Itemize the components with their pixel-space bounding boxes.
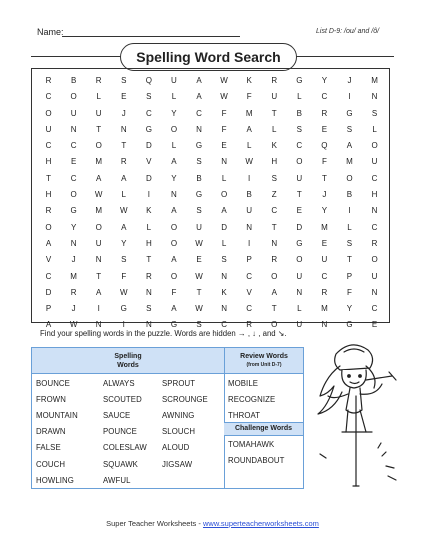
grid-letter[interactable]: L xyxy=(272,124,277,134)
grid-letter[interactable]: C xyxy=(246,271,253,281)
grid-letter[interactable]: A xyxy=(246,124,252,134)
grid-letter[interactable]: G xyxy=(346,320,353,330)
grid-letter[interactable]: L xyxy=(171,141,177,151)
grid-letter[interactable]: D xyxy=(145,173,152,183)
grid-letter[interactable]: J xyxy=(71,255,76,265)
grid-letter[interactable]: F xyxy=(221,124,227,134)
grid-letter[interactable]: L xyxy=(347,222,352,232)
spelling-word: COUCH xyxy=(36,459,66,469)
spelling-header xyxy=(32,348,224,374)
grid-letter[interactable]: C xyxy=(45,92,52,102)
grid-letter[interactable]: K xyxy=(271,141,277,151)
grid-letter[interactable]: L xyxy=(297,92,302,102)
grid-letter[interactable]: N xyxy=(70,124,77,134)
footer xyxy=(0,519,425,528)
grid-letter[interactable]: N xyxy=(221,304,227,314)
grid-letter[interactable]: N xyxy=(246,222,253,232)
grid-letter[interactable]: N xyxy=(221,271,227,281)
grid-letter[interactable]: M xyxy=(95,206,103,216)
spelling-word: COLESLAW xyxy=(103,443,147,453)
grid-letter[interactable]: C xyxy=(196,108,202,118)
challenge-word: TOMAHAWK xyxy=(228,440,275,449)
grid-letter[interactable]: T xyxy=(271,304,277,314)
grid-letter[interactable]: S xyxy=(121,76,127,85)
grid-letter[interactable]: S xyxy=(296,124,302,134)
grid-letter[interactable]: U xyxy=(196,222,202,232)
grid-letter[interactable]: T xyxy=(121,141,127,151)
grid-letter[interactable]: L xyxy=(171,92,177,102)
spelling-word: SCROUNGE xyxy=(162,395,208,405)
grid-letter[interactable]: A xyxy=(96,173,102,183)
grid-letter[interactable]: G xyxy=(120,304,127,314)
grid-letter[interactable]: L xyxy=(221,238,227,248)
grid-letter[interactable]: C xyxy=(271,206,278,216)
grid-letter[interactable]: W xyxy=(220,92,228,102)
grid-letter[interactable]: P xyxy=(346,271,353,281)
grid-letter[interactable]: H xyxy=(145,238,152,248)
grid-letter[interactable]: A xyxy=(171,157,177,167)
grid-letter[interactable]: O xyxy=(70,92,77,102)
grid-row xyxy=(36,187,387,203)
grid-letter[interactable]: Y xyxy=(171,173,177,183)
grid-letter[interactable]: O xyxy=(371,141,378,151)
grid-letter[interactable]: B xyxy=(70,76,77,85)
grid-row xyxy=(36,106,387,122)
spelling-word: POUNCE xyxy=(103,427,137,437)
grid-letter[interactable]: T xyxy=(271,108,277,118)
grid-letter[interactable]: N xyxy=(120,124,127,134)
grid-row xyxy=(36,269,387,285)
spelling-word: BOUNCE xyxy=(36,379,70,388)
letter-grid xyxy=(36,73,387,334)
grid-row xyxy=(36,285,387,301)
spelling-word: MOUNTAIN xyxy=(36,411,78,421)
review-header-sub: (from Unit D-7) xyxy=(246,362,282,368)
grid-letter[interactable]: O xyxy=(170,271,178,281)
grid-letter[interactable]: D xyxy=(221,222,227,232)
grid-letter[interactable]: S xyxy=(371,108,378,118)
grid-letter[interactable]: T xyxy=(96,124,102,134)
name-line[interactable] xyxy=(62,36,240,37)
grid-letter[interactable]: F xyxy=(347,287,352,297)
grid-row xyxy=(36,203,387,219)
grid-letter[interactable]: C xyxy=(371,222,378,232)
grid-letter[interactable]: O xyxy=(296,255,303,265)
spelling-word: HOWLING xyxy=(36,475,74,485)
grid-letter[interactable]: L xyxy=(297,304,302,314)
grid-letter[interactable]: C xyxy=(70,141,77,151)
column-divider xyxy=(224,348,225,488)
footer-text: Super Teacher Worksheets - xyxy=(106,519,203,528)
grid-letter[interactable]: A xyxy=(121,222,127,232)
grid-letter[interactable]: O xyxy=(170,238,178,248)
grid-letter[interactable]: C xyxy=(45,271,52,281)
spelling-word: SQUAWK xyxy=(103,459,138,469)
spelling-header-line2: Words xyxy=(117,362,139,369)
grid-letter[interactable]: S xyxy=(121,255,127,265)
grid-letter[interactable]: M xyxy=(321,222,328,232)
grid-letter[interactable]: G xyxy=(195,190,203,200)
grid-letter[interactable]: C xyxy=(246,304,253,314)
grid-letter[interactable]: I xyxy=(348,92,351,102)
instructions: Find your spelling words in the puzzle. Words are hidden → , ↓ , and ↘. xyxy=(40,329,287,338)
grid-letter[interactable]: A xyxy=(45,238,52,248)
grid-letter[interactable]: C xyxy=(45,141,52,151)
grid-letter[interactable]: A xyxy=(346,141,353,151)
grid-letter[interactable]: W xyxy=(245,157,253,167)
grid-letter[interactable]: J xyxy=(347,76,352,85)
grid-letter[interactable]: S xyxy=(146,304,152,314)
review-header-title: Review Words xyxy=(240,353,288,360)
grid-letter[interactable]: H xyxy=(371,190,378,200)
grid-letter[interactable]: W xyxy=(69,320,78,330)
grid-row xyxy=(36,122,387,138)
grid-letter[interactable]: V xyxy=(246,287,252,297)
grid-letter[interactable]: M xyxy=(70,271,77,281)
grid-letter[interactable]: R xyxy=(95,76,102,85)
puzzle-box xyxy=(31,68,390,330)
grid-letter[interactable]: S xyxy=(271,173,277,183)
grid-letter[interactable]: C xyxy=(296,141,303,151)
grid-letter[interactable]: A xyxy=(271,287,277,297)
grid-letter[interactable]: R xyxy=(321,287,328,297)
grid-letter[interactable]: P xyxy=(246,255,252,265)
grid-letter[interactable]: G xyxy=(170,320,178,330)
grid-letter[interactable]: L xyxy=(146,222,152,232)
grid-letter[interactable]: R xyxy=(145,271,152,281)
grid-letter[interactable]: T xyxy=(146,255,152,265)
grid-letter[interactable]: U xyxy=(371,271,378,281)
grid-letter[interactable]: O xyxy=(346,173,353,183)
grid-letter[interactable]: W xyxy=(220,76,228,85)
grid-letter[interactable]: W xyxy=(119,206,128,216)
grid-letter[interactable]: N xyxy=(371,206,378,216)
grid-row xyxy=(36,236,387,252)
grid-letter[interactable]: U xyxy=(371,157,378,167)
page-title: Spelling Word Search xyxy=(120,43,297,71)
grid-letter[interactable]: F xyxy=(321,157,327,167)
grid-letter[interactable]: N xyxy=(95,320,102,330)
grid-letter[interactable]: V xyxy=(146,157,152,167)
grid-letter[interactable]: H xyxy=(271,157,278,167)
spelling-word: ALOUD xyxy=(162,443,190,453)
grid-letter[interactable]: G xyxy=(346,108,353,118)
grid-letter[interactable]: M xyxy=(346,157,353,167)
grid-letter[interactable]: Y xyxy=(171,108,177,118)
grid-letter[interactable]: F xyxy=(121,271,127,281)
grid-letter[interactable]: L xyxy=(246,141,252,151)
grid-letter[interactable]: I xyxy=(248,238,251,248)
grid-letter[interactable]: E xyxy=(70,157,77,167)
grid-letter[interactable]: U xyxy=(45,124,52,134)
pogo-kid-illustration xyxy=(306,336,401,496)
grid-letter[interactable]: B xyxy=(346,190,353,200)
grid-letter[interactable]: R xyxy=(371,238,378,248)
grid-letter[interactable]: E xyxy=(296,206,302,216)
grid-letter[interactable]: D xyxy=(45,287,52,297)
grid-letter[interactable]: T xyxy=(347,255,352,265)
review-header xyxy=(224,348,303,374)
grid-letter[interactable]: L xyxy=(121,190,126,200)
grid-letter[interactable]: J xyxy=(71,304,76,314)
grid-letter[interactable]: F xyxy=(221,108,227,118)
grid-letter[interactable]: E xyxy=(371,320,378,330)
grid-letter[interactable]: S xyxy=(196,320,202,330)
grid-row xyxy=(36,220,387,236)
grid-letter[interactable]: S xyxy=(346,124,353,134)
footer-link[interactable]: www.superteacherworksheets.com xyxy=(202,519,319,528)
spelling-word: SCOUTED xyxy=(103,395,142,405)
spelling-word: SAUCE xyxy=(103,411,131,421)
grid-row xyxy=(36,138,387,154)
grid-letter[interactable]: R xyxy=(271,255,278,265)
grid-letter[interactable]: R xyxy=(70,287,77,297)
grid-letter[interactable]: O xyxy=(220,190,228,200)
spelling-word: SLOUCH xyxy=(162,427,196,437)
grid-letter[interactable]: C xyxy=(371,304,378,314)
grid-letter[interactable]: Y xyxy=(121,238,127,248)
grid-letter[interactable]: U xyxy=(296,320,303,330)
grid-letter[interactable]: R xyxy=(45,206,52,216)
grid-letter[interactable]: M xyxy=(245,108,253,118)
grid-letter[interactable]: W xyxy=(94,190,103,200)
word-list-table xyxy=(31,347,304,489)
grid-letter[interactable]: M xyxy=(95,157,103,167)
grid-letter[interactable]: A xyxy=(45,320,52,330)
list-label: List D-9: /ou/ and /ô/ xyxy=(316,28,380,35)
grid-letter[interactable]: N xyxy=(321,320,328,330)
grid-letter[interactable]: O xyxy=(271,320,278,330)
grid-letter[interactable]: B xyxy=(296,108,302,118)
grid-row xyxy=(36,301,387,317)
name-label: Name: xyxy=(37,27,64,37)
grid-letter[interactable]: S xyxy=(196,157,202,167)
grid-letter[interactable]: T xyxy=(296,190,302,200)
grid-letter[interactable]: T xyxy=(96,271,102,281)
grid-letter[interactable]: N xyxy=(221,157,227,167)
grid-letter[interactable]: P xyxy=(45,304,52,314)
grid-letter[interactable]: F xyxy=(171,287,177,297)
grid-letter[interactable]: W xyxy=(195,304,203,314)
grid-letter[interactable]: K xyxy=(246,76,252,85)
grid-letter[interactable]: E xyxy=(221,141,227,151)
grid-letter[interactable]: E xyxy=(196,255,202,265)
spelling-word: SPROUT xyxy=(162,379,196,388)
grid-letter[interactable]: U xyxy=(271,92,278,102)
grid-letter[interactable]: R xyxy=(271,76,278,85)
challenge-header: Challenge Words xyxy=(224,422,303,436)
grid-letter[interactable]: N xyxy=(171,190,177,200)
spelling-word: MOBILE xyxy=(228,379,259,388)
grid-letter[interactable]: U xyxy=(70,108,77,118)
grid-letter[interactable]: Q xyxy=(145,76,152,85)
grid-letter[interactable]: A xyxy=(196,92,202,102)
grid-letter[interactable]: G xyxy=(296,238,303,248)
grid-letter[interactable]: E xyxy=(121,92,127,102)
challenge-word: ROUNDABOUT xyxy=(228,456,285,466)
grid-letter[interactable]: N xyxy=(95,255,102,265)
grid-row xyxy=(36,89,387,105)
grid-letter[interactable]: N xyxy=(271,238,278,248)
grid-letter[interactable]: R xyxy=(246,320,253,330)
grid-letter[interactable]: U xyxy=(95,238,102,248)
grid-letter[interactable]: N xyxy=(196,124,202,134)
grid-letter[interactable]: T xyxy=(321,173,327,183)
grid-letter[interactable]: O xyxy=(95,141,102,151)
grid-letter[interactable]: O xyxy=(70,190,77,200)
spelling-word: JIGSAW xyxy=(162,459,193,469)
grid-letter[interactable]: Q xyxy=(321,141,328,151)
grid-row xyxy=(36,154,387,170)
grid-letter[interactable]: M xyxy=(321,304,328,314)
grid-letter[interactable]: A xyxy=(196,76,202,85)
spelling-word: FROWN xyxy=(36,395,66,405)
grid-letter[interactable]: G xyxy=(145,124,152,134)
grid-letter[interactable]: D xyxy=(296,222,303,232)
grid-letter[interactable]: U xyxy=(296,173,303,183)
grid-letter[interactable]: T xyxy=(46,173,51,183)
grid-letter[interactable]: U xyxy=(171,76,177,85)
grid-letter[interactable]: C xyxy=(70,173,77,183)
grid-letter[interactable]: I xyxy=(122,320,125,330)
grid-letter[interactable]: Y xyxy=(321,76,328,85)
grid-letter[interactable]: M xyxy=(371,76,378,85)
grid-letter[interactable]: N xyxy=(145,287,152,297)
grid-letter[interactable]: O xyxy=(170,124,178,134)
grid-letter[interactable]: A xyxy=(171,206,177,216)
grid-letter[interactable]: G xyxy=(296,76,303,85)
spelling-word: AWNING xyxy=(162,411,195,421)
grid-letter[interactable]: T xyxy=(271,222,277,232)
grid-letter[interactable]: Y xyxy=(346,304,353,314)
grid-letter[interactable]: S xyxy=(146,92,152,102)
spelling-word: AWFUL xyxy=(103,475,131,485)
grid-letter[interactable]: W xyxy=(195,238,203,248)
grid-letter[interactable]: H xyxy=(45,190,52,200)
grid-letter[interactable]: S xyxy=(196,206,202,216)
grid-letter[interactable]: N xyxy=(145,320,152,330)
grid-letter[interactable]: E xyxy=(321,124,328,134)
grid-letter[interactable]: U xyxy=(95,108,102,118)
grid-letter[interactable]: O xyxy=(296,157,303,167)
grid-letter[interactable]: N xyxy=(70,238,77,248)
grid-letter[interactable]: B xyxy=(246,190,252,200)
grid-letter[interactable]: C xyxy=(371,173,378,183)
grid-letter[interactable]: A xyxy=(96,287,102,297)
grid-letter[interactable]: A xyxy=(171,304,177,314)
grid-letter[interactable]: W xyxy=(195,271,203,281)
spelling-word: DRAWN xyxy=(36,427,66,437)
grid-letter[interactable]: I xyxy=(248,173,251,183)
grid-letter[interactable]: C xyxy=(321,271,328,281)
grid-letter[interactable]: B xyxy=(196,173,202,183)
grid-letter[interactable]: U xyxy=(246,206,253,216)
grid-letter[interactable]: O xyxy=(45,108,52,118)
grid-letter[interactable]: A xyxy=(171,255,177,265)
grid-letter[interactable]: O xyxy=(45,222,52,232)
grid-letter[interactable]: E xyxy=(321,238,328,248)
grid-letter[interactable]: R xyxy=(45,76,52,85)
grid-letter[interactable]: I xyxy=(97,304,100,314)
spelling-word: ALWAYS xyxy=(103,379,135,388)
spelling-word: FALSE xyxy=(36,443,61,453)
grid-letter[interactable]: G xyxy=(70,206,77,216)
grid-row xyxy=(36,171,387,187)
grid-letter[interactable]: A xyxy=(221,206,227,216)
spelling-word: THROAT xyxy=(228,411,261,421)
grid-letter[interactable]: D xyxy=(145,141,152,151)
grid-row xyxy=(36,252,387,268)
grid-letter[interactable]: J xyxy=(322,190,327,200)
grid-letter[interactable]: H xyxy=(45,157,52,167)
grid-letter[interactable]: L xyxy=(221,173,227,183)
grid-letter[interactable]: N xyxy=(371,287,378,297)
grid-letter[interactable]: U xyxy=(296,271,303,281)
grid-letter[interactable]: K xyxy=(221,287,227,297)
grid-row xyxy=(36,73,387,89)
grid-letter[interactable]: O xyxy=(271,271,278,281)
grid-letter[interactable]: Z xyxy=(271,190,277,200)
grid-letter[interactable]: O xyxy=(170,222,178,232)
grid-letter[interactable]: N xyxy=(296,287,303,297)
grid-letter[interactable]: V xyxy=(45,255,52,265)
grid-letter[interactable]: N xyxy=(371,92,378,102)
spelling-header-line1: Spelling xyxy=(114,353,142,360)
grid-letter[interactable]: O xyxy=(95,222,102,232)
grid-letter[interactable]: U xyxy=(321,255,328,265)
spelling-word: RECOGNIZE xyxy=(228,395,276,405)
grid-letter[interactable]: L xyxy=(96,92,101,102)
grid-letter[interactable]: I xyxy=(147,190,150,200)
grid-letter[interactable]: K xyxy=(146,206,152,216)
grid-letter[interactable]: J xyxy=(121,108,126,118)
grid-letter[interactable]: G xyxy=(195,141,203,151)
grid-letter[interactable]: O xyxy=(371,255,378,265)
grid-letter[interactable]: W xyxy=(119,287,128,297)
grid-letter[interactable]: C xyxy=(145,108,152,118)
grid-letter[interactable]: F xyxy=(246,92,252,102)
grid-letter[interactable]: I xyxy=(348,206,351,216)
grid-letter[interactable]: T xyxy=(196,287,202,297)
grid-letter[interactable]: L xyxy=(372,124,377,134)
grid-letter[interactable]: Y xyxy=(70,222,77,232)
grid-letter[interactable]: Y xyxy=(321,206,328,216)
grid-letter[interactable]: C xyxy=(221,320,227,330)
grid-letter[interactable]: C xyxy=(321,92,328,102)
grid-letter[interactable]: R xyxy=(321,108,328,118)
grid-letter[interactable]: S xyxy=(221,255,227,265)
grid-letter[interactable]: R xyxy=(120,157,127,167)
grid-letter[interactable]: S xyxy=(346,238,353,248)
grid-letter[interactable]: A xyxy=(121,173,127,183)
